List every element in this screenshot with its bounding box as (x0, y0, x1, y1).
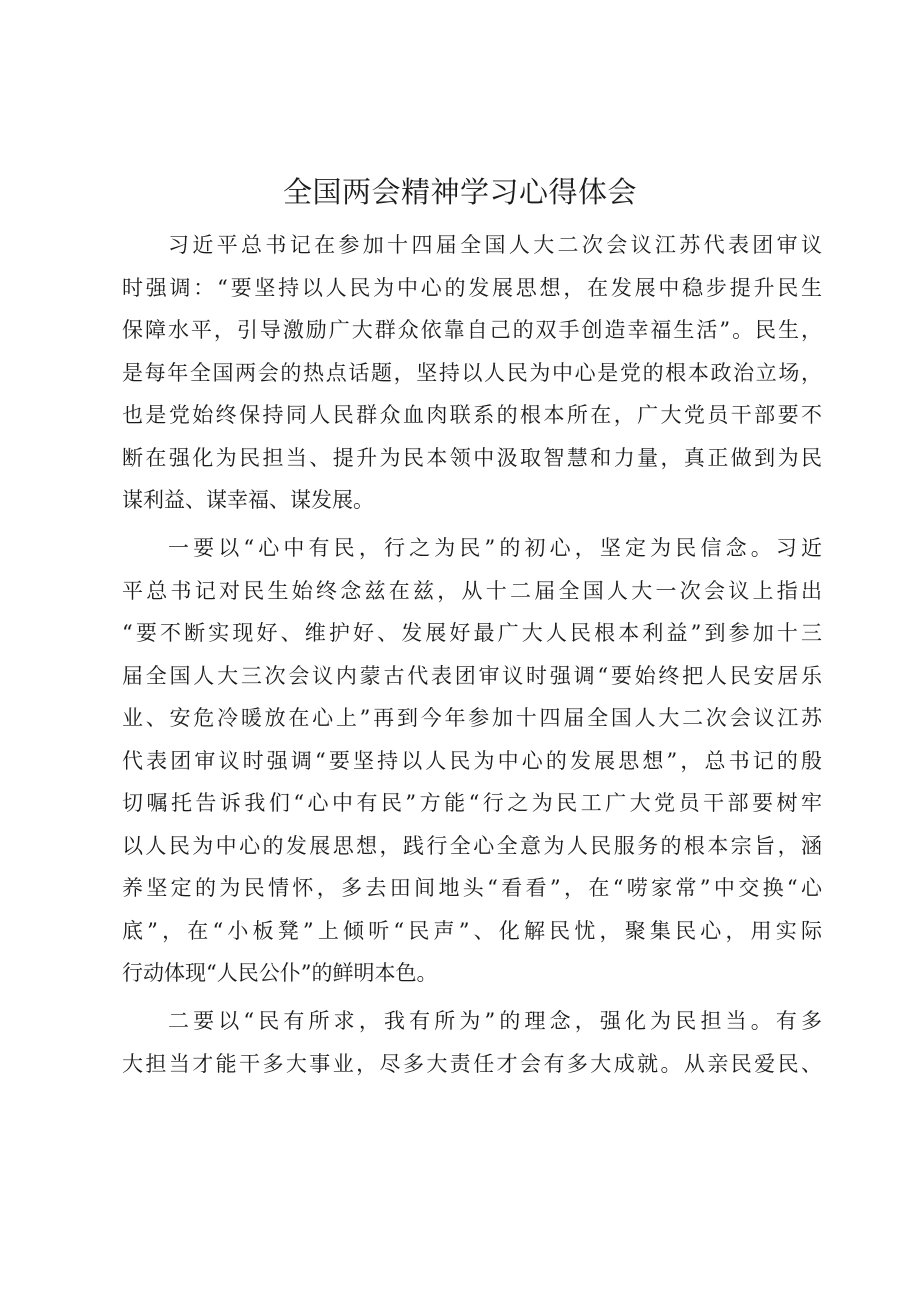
paragraph-line: 平总书记对民生始终念兹在兹，从十二届全国人大一次会议上指出 (122, 578, 822, 603)
paragraph-line: 届全国人大三次会议内蒙古代表团审议时强调“要始终把人民安居乐 (122, 663, 822, 688)
paragraph-line: 时强调：“要坚持以人民为中心的发展思想，在发展中稳步提升民生 (122, 275, 822, 300)
paragraph-line: “要不断实现好、维护好、发展好最广大人民根本利益”到参加十三 (122, 621, 822, 645)
paragraph-line: 保障水平，引导激励广大群众依靠自己的双手创造幸福生活”。民生， (122, 318, 822, 342)
paragraph-line: 谋利益、谋幸福、谋发展。 (122, 488, 374, 512)
paragraph-line: 习近平总书记在参加十四届全国人大二次会议江苏代表团审议 (168, 233, 822, 257)
document-title: 全国两会精神学习心得体会 (282, 175, 637, 209)
paragraph-line: 一要以“心中有民，行之为民”的初心，坚定为民信念。习近 (168, 536, 822, 560)
paragraph-line: 切嘱托告诉我们“心中有民”方能“行之为民工广大党员干部要树牢 (122, 791, 822, 815)
paragraph-line: 养坚定的为民情怀，多去田间地头“看看”，在“唠家常”中交换“心 (122, 876, 822, 900)
paragraph-3 (122, 1000, 822, 1085)
paragraph-line: 断在强化为民担当、提升为民本领中汲取智慧和力量，真正做到为民 (122, 445, 822, 470)
paragraph-line: 也是党始终保持同人民群众血肉联系的根本所在，广大党员干部要不 (122, 403, 822, 427)
paragraph-line: 底”，在“小板凳”上倾听“民声”、化解民忧，聚集民心，用实际 (122, 918, 822, 943)
paragraph-line: 是每年全国两会的热点话题，坚持以人民为中心是党的根本政治立场， (122, 360, 822, 385)
paragraph-line: 大担当才能干多大事业，尽多大责任才会有多大成就。从亲民爱民、 (122, 1051, 822, 1076)
paragraph-line: 行动体现“人民公仆”的鲜明本色。 (122, 961, 438, 985)
paragraph-1 (122, 224, 822, 522)
paragraph-2 (122, 527, 822, 995)
paragraph-line: 二要以“民有所求，我有所为”的理念，强化为民担当。有多 (168, 1009, 822, 1033)
paragraph-line: 以人民为中心的发展思想，践行全心全意为人民服务的根本宗旨，涵 (122, 833, 822, 858)
paragraph-line: 业、安危冷暖放在心上”再到今年参加十四届全国人大二次会议江苏 (122, 706, 822, 730)
paragraph-line: 代表团审议时强调“要坚持以人民为中心的发展思想”，总书记的殷 (122, 748, 822, 773)
